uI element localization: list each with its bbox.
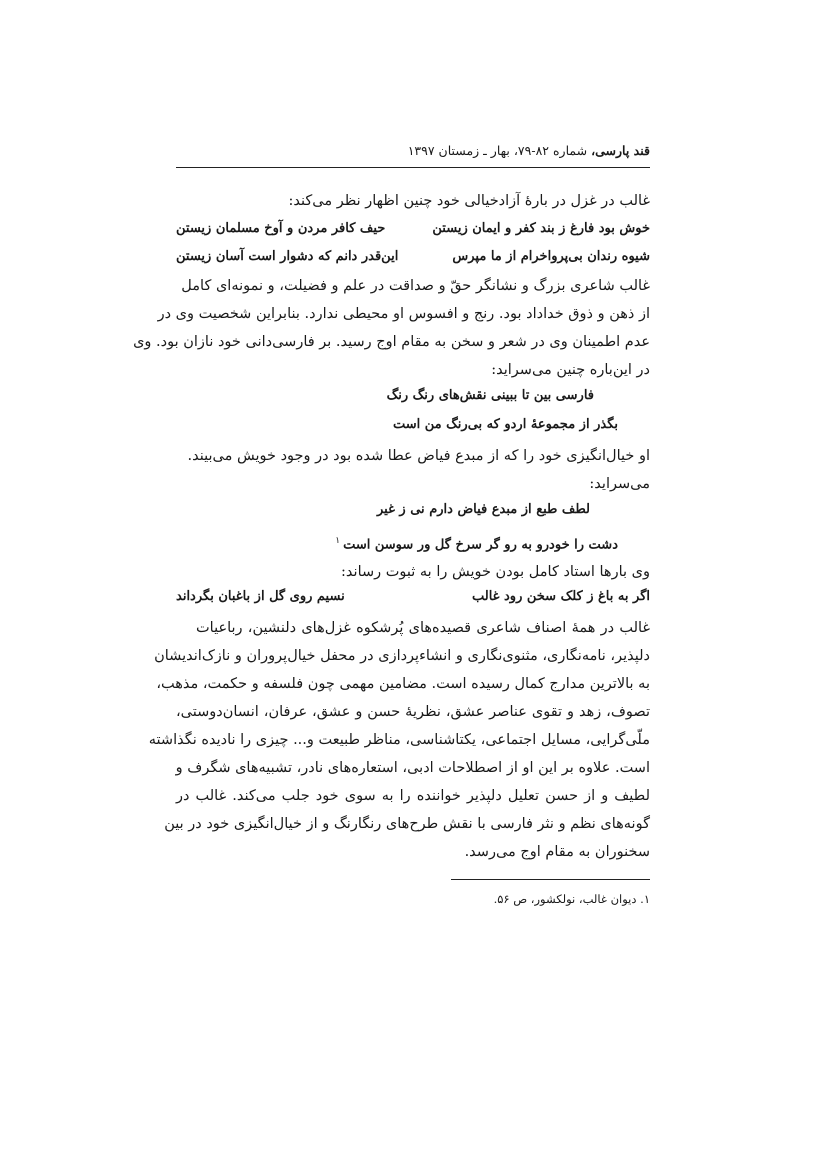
paragraph-line: غالب شاعری بزرگ و نشانگر حقّ و صداقت در علم و فضیلت، و نمونه‌ای کامل [181,278,650,294]
verse-hemistich: شیوه رندان بی‌پرواخرام از ما مپرس [452,249,650,264]
issue-info: شماره ۸۲-۷۹، بهار ـ زمستان ۱۳۹۷ [407,143,588,158]
verse-hemistich: نسیم روی گل از باغبان بگرداند [176,589,345,604]
journal-name: قند پارسی، [591,143,650,158]
paragraph-line: ملّی‌گرایی، مسایل اجتماعی، یکتاشناسی، مناظر طبیعت و... چیزی را نادیده نگذاشته [148,732,650,748]
verse-text: دشت را خودرو به رو گر سرخ گل ور سوسن است [343,537,618,553]
verse-hemistich: حیف کافر مردن و آوخ مسلمان زیستن [176,221,386,236]
verse-hemistich: این‌قدر دانم که دشوار است آسان زیستن [176,249,399,264]
running-header [176,140,650,162]
paragraph-line: لطیف و از حسن تعلیل دلپذیر خواننده را به سوی خود جلب می‌کند. غالب در [176,788,650,804]
verse-hemistich: خوش بود فارغ ز بند کفر و ایمان زیستن [432,221,650,236]
verse-line: فارسی بین تا ببینی نقش‌های رنگ رنگ [386,388,594,403]
paragraph-line: در این‌باره چنین می‌سراید: [491,362,650,378]
footnote: ۱. دیوان غالب، نولکشور، ص ۵۶. [493,892,650,906]
paragraph-line: او خیال‌انگیزی خود را که از مبدع فیاض عطا شده بود در وجود خویش می‌بیند. [187,448,650,464]
verse-line: بگذر از مجموعۀ اردو که بی‌رنگ من است [392,417,618,432]
paragraph-line: گونه‌های نظم و نثر فارسی با نقش طرح‌های رنگارنگ و از خیال‌انگیزی خود در بین [164,816,650,832]
paragraph-line: غالب در همۀ اصناف شاعری قصیده‌های پُرشکوه غزل‌های دلنشین، رباعیات [196,620,650,636]
footnote-rule [451,879,650,880]
paragraph-line: تصوف، زهد و تقوی عناصر عشق، نظریۀ حسن و عشق، عرفان، انسان‌دوستی، [176,704,650,720]
paragraph-line: به بالاترین مدارج کمال رسیده است. مضامین مهمی چون فلسفه و حکمت، مذهب، [156,676,650,692]
paragraph-line: سخنوران به مقام اوج می‌رسد. [464,844,650,860]
paragraph-line: می‌سراید: [589,476,650,492]
verse-line: لطف طبع از مبدع فیاض دارم نی ز غیر [376,502,590,517]
paragraph-line: عدم اطمینان وی در شعر و سخن به مقام اوج رسید. بر فارسی‌دانی خود نازان بود. وی [133,334,650,350]
verse-line [335,527,618,555]
paragraph-line: غالب در غزل در بارۀ آزادخیالی خود چنین اظهار نظر می‌کند: [288,193,650,209]
paragraph-line: است. علاوه بر این او از اصطلاحات ادبی، استعاره‌های نادر، تشبیه‌های شگرف و [175,760,650,776]
paragraph-line: از ذهن و ذوق خداداد بود. رنج و افسوس او محیطی ندارد. بنابراین شخصیت وی در [157,306,650,322]
paragraph-line: دلپذیر، نامه‌نگاری، مثنوی‌نگاری و انشاءپردازی در محفل خیال‌پروران و نازک‌اندیشان [154,648,650,664]
verse-hemistich: اگر به باغ ز کلک سخن رود غالب [472,589,650,604]
footnote-marker: ۱ [335,536,341,546]
header-rule [176,167,650,168]
paragraph-line: وی بارها استاد کامل بودن خویش را به ثبوت رساند: [341,564,650,580]
